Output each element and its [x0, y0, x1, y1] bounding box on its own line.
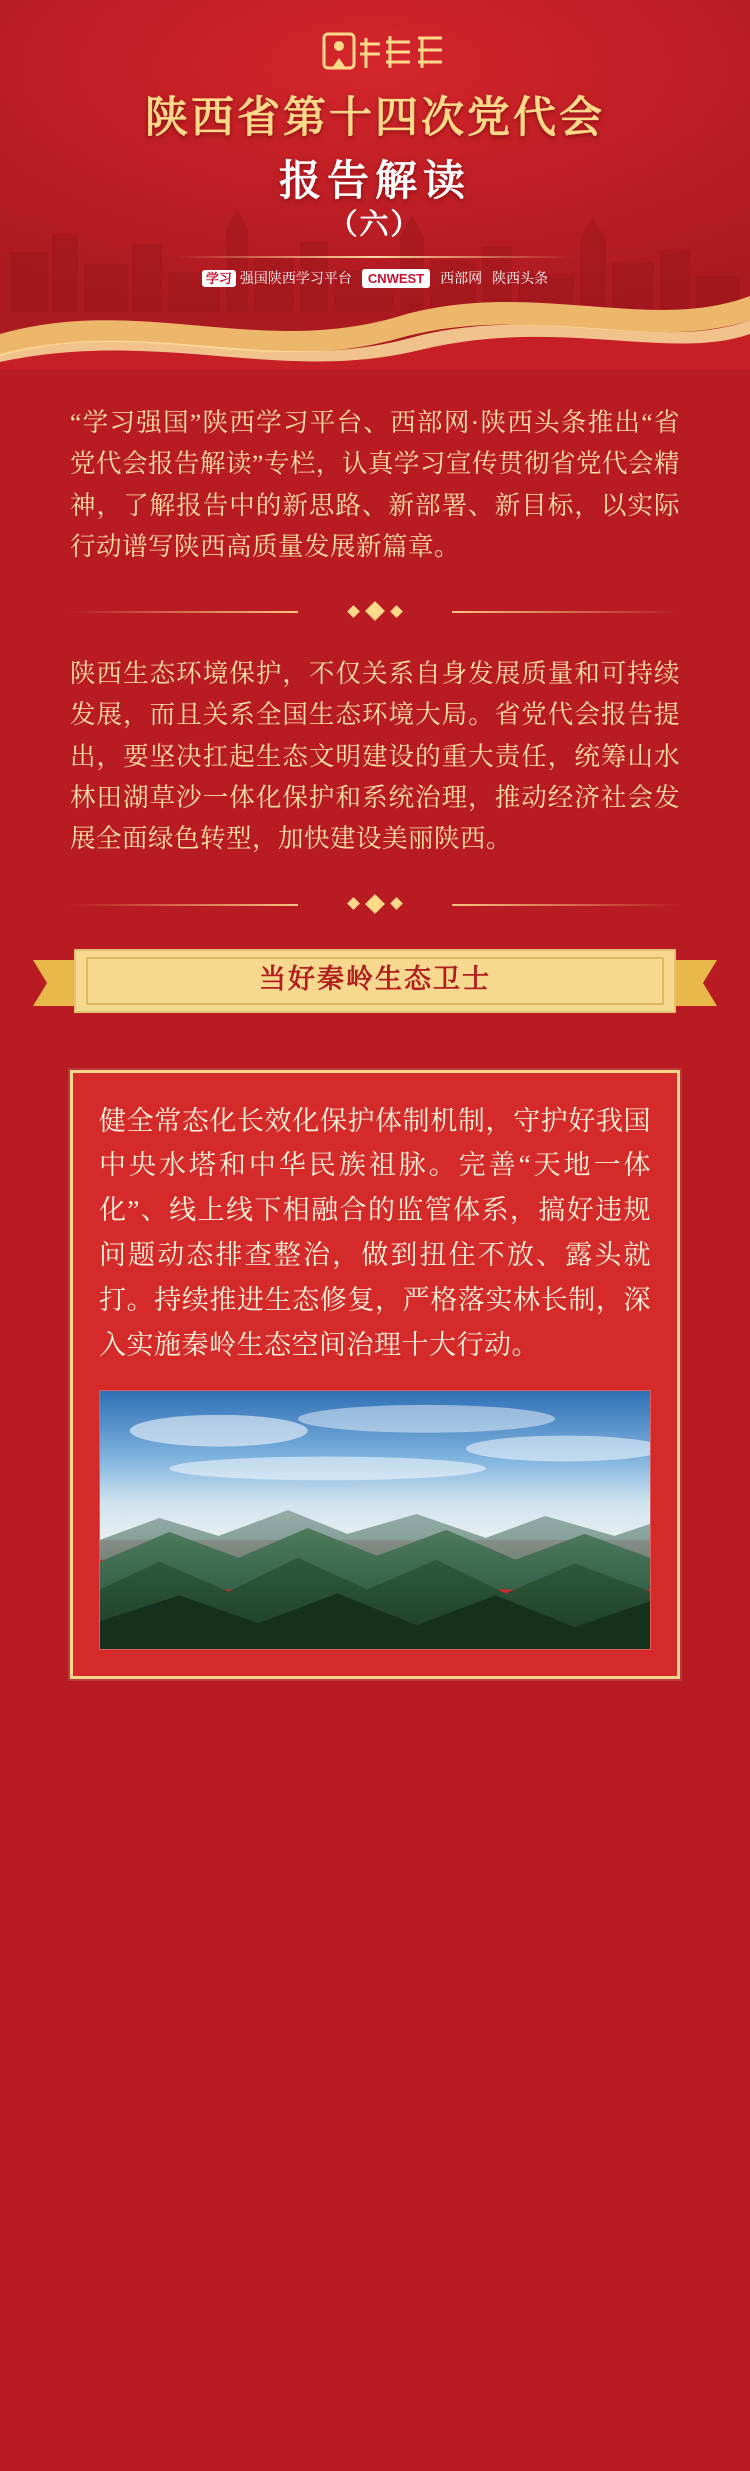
banner-divider-rule: [175, 256, 575, 258]
qinling-landscape-photo: [99, 1390, 651, 1650]
article-content: [0, 370, 750, 1719]
banner-title-line2: 报告解读: [278, 159, 471, 205]
credit-xuexiqiangguo: [202, 268, 352, 288]
shaanxi-toutiao-text: 陕西头条: [492, 270, 549, 286]
xuexi-platform-text: 强国陕西学习平台: [239, 270, 352, 286]
divider-diamonds: [349, 604, 401, 618]
banner-credits: [0, 268, 750, 288]
divider-line-left: [70, 611, 298, 613]
bookmark-logo-icon: [290, 28, 460, 74]
cnwest-mark: CNWEST: [362, 269, 430, 288]
lead-paragraph: 陕西生态环境保护，不仅关系自身发展质量和可持续发展，而且关系全国生态环境大局。省党代会报告提出，要坚决扛起生态文明建设的重大责任，统筹山水林田湖草沙一体化保护和系统治理，推动经济社会发展全面绿色转型，加快建设美丽陕西。: [70, 659, 680, 854]
section-heading-ribbon: [25, 946, 725, 1024]
xuexi-badge: 学习: [202, 270, 236, 287]
banner-title-line1: 陕西省第十四次党代会: [145, 95, 605, 142]
site-logo: [285, 28, 465, 74]
divider-line-right: [452, 611, 680, 613]
diamond-large-center: [365, 601, 385, 621]
top-banner: [0, 0, 750, 370]
diamond-small-left: [347, 897, 360, 910]
diamond-small-right: [390, 605, 403, 618]
divider-diamonds: [349, 897, 401, 911]
intro-paragraph: “学习强国”陕西学习平台、西部网·陕西头条推出“省党代会报告解读”专栏，认真学习宣传贯彻省党代会精神，了解报告中的新思路、新部署、新目标，以实际行动谱写陕西高质量发展新篇章。: [70, 408, 680, 561]
banner-title-line3: （六）: [328, 209, 422, 241]
diamond-large-center: [365, 894, 385, 914]
cnwest-text: 西部网: [440, 270, 483, 286]
highlight-card: [70, 1070, 680, 1679]
diamond-small-right: [390, 897, 403, 910]
highlight-card-text: 健全常态化长效化保护体制机制，守护好我国中央水塔和中华民族祖脉。完善“天地一体化”、线上线下相融合的监管体系，搞好违规问题动态排查整治，做到扭住不放、露头就打。持续推进生态修复，严格落实林长制，深入实施秦岭生态空间治理十大行动。: [99, 1105, 651, 1360]
section-divider-1: [70, 601, 680, 623]
diamond-small-left: [347, 605, 360, 618]
divider-line-right: [452, 904, 680, 906]
section-heading-text: 当好秦岭生态卫士: [259, 963, 491, 994]
divider-line-left: [70, 904, 298, 906]
section-divider-2: [70, 894, 680, 916]
